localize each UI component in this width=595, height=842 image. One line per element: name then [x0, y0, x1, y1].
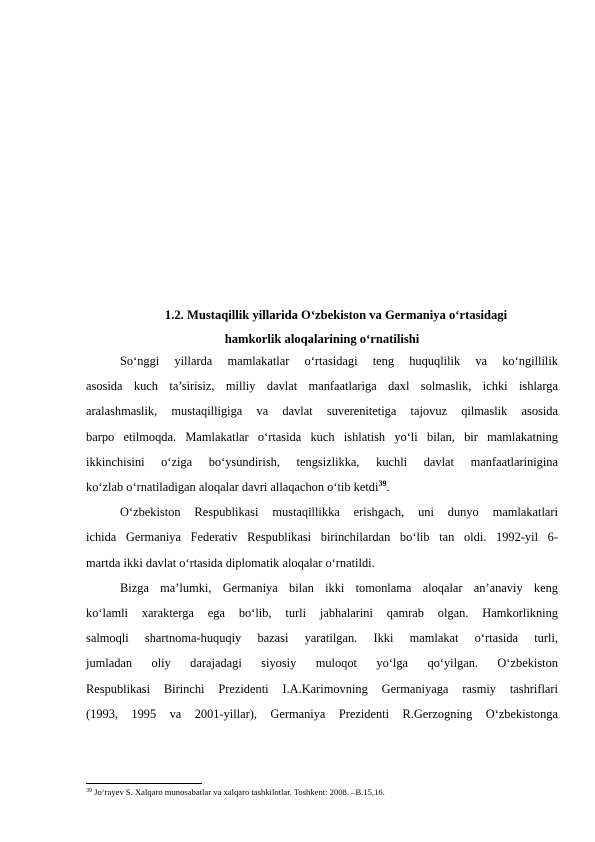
footnote-mark: 39 — [378, 479, 387, 489]
text-fragment: ko‘zlab o‘rnatiladigan aloqalar davri allaqachon o‘tib ketdi — [86, 480, 379, 495]
paragraph-3 — [86, 576, 558, 727]
footnote-number: 39 — [86, 788, 92, 794]
text-line: ko‘lamli xarakterga ega bo‘lib, turli jabhalarini qamrab olgan. Hamkorlikning — [86, 606, 558, 621]
text-line: Respublikasi Birinchi Prezidenti I.A.Karimovning Germaniyaga rasmiy tashriflari — [86, 681, 558, 696]
footnote-divider — [86, 783, 202, 784]
paragraph-2 — [86, 500, 558, 576]
footnote-text: Jo‘rayev S. Xalqaro munosabatlar va xalqaro tashkilotlar. Toshkent: 2008. –B.15,16. — [94, 787, 385, 797]
paragraph-1 — [86, 349, 558, 500]
text-line: aralashmaslik, mustaqilligiga va davlat suverenitetiga tajovuz qilmaslik asosida — [86, 404, 558, 419]
text-line: (1993, 1995 va 2001-yillar), Germaniya Prezidenti R.Gerzogning O‘zbekistonga — [86, 706, 558, 721]
section-heading — [86, 303, 558, 351]
text-line: O‘zbekiston Respublikasi mustaqillikka erishgach, uni dunyo mamlakatlari — [120, 505, 558, 520]
heading-line-1: 1.2. Mustaqillik yillarida O‘zbekiston va Germaniya o‘rtasidagi — [164, 308, 508, 322]
footnote — [86, 786, 385, 798]
text-line: asosida kuch ta’sirisiz, milliy davlat manfaatlariga daxl solmaslik, ichki ishlarga — [86, 379, 558, 394]
text-line-last — [86, 475, 558, 500]
text-line: ichida Germaniya Federativ Respublikasi birinchilardan bo‘lib tan oldi. 1992-yil 6- — [86, 530, 558, 545]
text-line: barpo etilmoqda. Mamlakatlar o‘rtasida kuch ishlatish yo‘li bilan, bir mamlakatning — [86, 429, 558, 444]
heading-line-2: hamkorlik aloqalarining o‘rnatilishi — [224, 332, 420, 346]
text-line: So‘nggi yillarda mamlakatlar o‘rtasidagi teng huquqlilik va ko‘ngillilik — [120, 354, 558, 368]
text-line: jumladan oliy darajadagi siyosiy muloqot yo‘lga qo‘yilgan. O‘zbekiston — [86, 656, 558, 671]
end-punctuation: . — [386, 480, 390, 495]
body-text — [86, 349, 558, 727]
text-line: martda ikki davlat o‘rtasida diplomatik aloqalar o‘rnatildi. — [86, 555, 375, 570]
text-line: Bizga ma’lumki, Germaniya bilan ikki tomonlama aloqalar an’anaviy keng — [120, 580, 558, 595]
text-line: ikkinchisini o‘ziga bo‘ysundirish, tengsizlikka, kuchli davlat manfaatlarinigina — [86, 454, 558, 469]
text-line: salmoqli shartnoma-huquqiy bazasi yaratilgan. Ikki mamlakat o‘rtasida turli, — [86, 631, 558, 646]
